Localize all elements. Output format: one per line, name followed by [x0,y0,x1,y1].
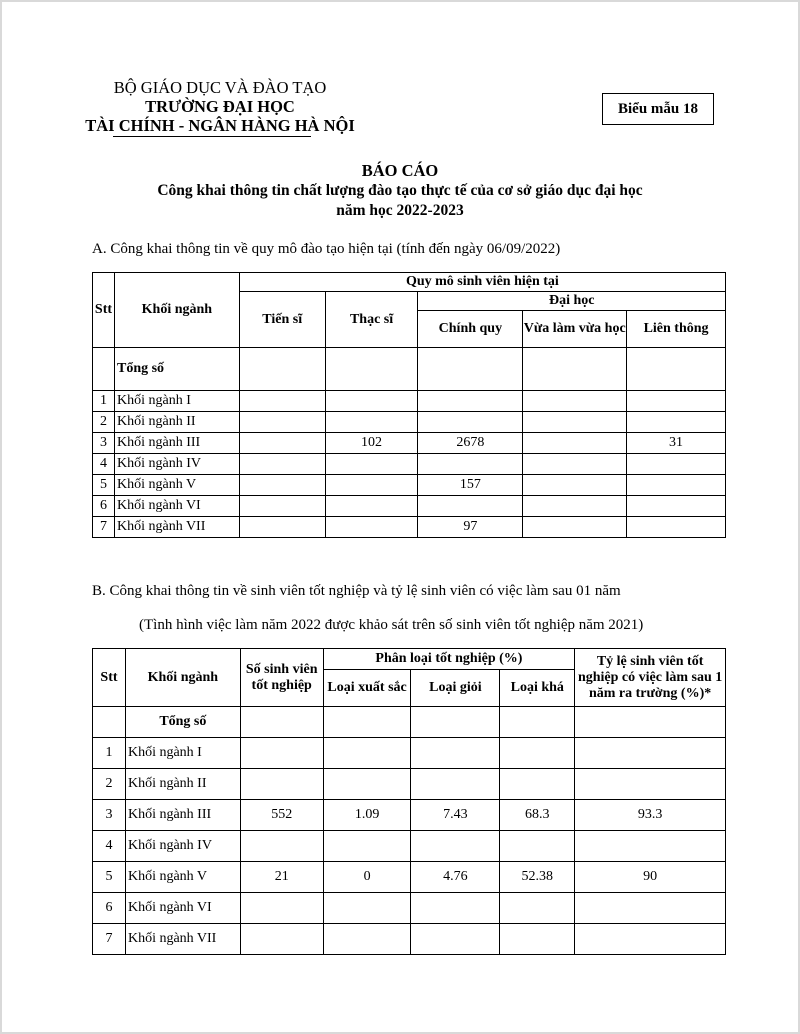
cell-so-sinh-vien [240,893,323,924]
header-tien-si: Tiến sĩ [239,292,325,348]
cell-chinh-quy [418,412,523,433]
cell-tien-si [239,475,325,496]
cell-vlvh [523,517,627,538]
cell-so-sinh-vien [240,738,323,769]
cell-kha [500,769,575,800]
cell-kha: 68.3 [500,800,575,831]
school-name-line2: TÀI CHÍNH - NGÂN HÀNG HÀ NỘI [85,116,355,135]
cell-lien-thong [627,517,726,538]
report-title: BÁO CÁO [361,161,439,180]
header-ty-le: Tỷ lệ sinh viên tốt nghiệp có việc làm sau 1 năm ra trường (%)* [575,649,726,707]
cell-tien-si [239,412,325,433]
row-khoi-nganh: Khối ngành IV [114,454,239,475]
table-row [93,391,726,412]
cell-kha [500,738,575,769]
cell-lien-thong [627,454,726,475]
institution-header [80,78,360,135]
row-khoi-nganh: Khối ngành I [114,391,239,412]
cell-so-sinh-vien: 21 [240,862,323,893]
table-row [93,862,726,893]
table-row [93,893,726,924]
cell-chinh-quy: 97 [418,517,523,538]
total-label: Tổng số [125,707,240,738]
header-phan-loai: Phân loại tốt nghiệp (%) [323,649,575,670]
cell-kha [500,831,575,862]
cell-kha: 52.38 [500,862,575,893]
cell-chinh-quy [418,496,523,517]
cell-vlvh [523,475,627,496]
cell-vlvh [523,412,627,433]
row-stt: 4 [93,831,126,862]
table-row [93,433,726,454]
cell-gioi [411,769,500,800]
cell-xuat-sac [323,769,411,800]
cell-ty-le [575,893,726,924]
ministry-name: BỘ GIÁO DỤC VÀ ĐÀO TẠO [113,78,327,97]
cell-tien-si [239,496,325,517]
table-row [93,412,726,433]
cell-xuat-sac [323,831,411,862]
report-year: năm học 2022-2023 [336,202,464,219]
table-row [93,769,726,800]
cell-thac-si [325,517,418,538]
header-quy-mo: Quy mô sinh viên hiện tại [239,273,725,292]
cell-gioi [411,893,500,924]
row-khoi-nganh: Khối ngành II [114,412,239,433]
row-stt: 2 [93,412,115,433]
header-vlvh: Vừa làm vừa học [523,311,627,348]
cell-xuat-sac [323,738,411,769]
cell-xuat-sac: 0 [323,862,411,893]
section-a-heading: A. Công khai thông tin về quy mô đào tạo hiện tại (tính đến ngày 06/09/2022) [92,241,561,257]
row-stt: 1 [93,738,126,769]
row-stt: 7 [93,517,115,538]
cell-chinh-quy [418,454,523,475]
table-row [93,924,726,955]
table-row [93,496,726,517]
cell-thac-si [325,412,418,433]
header-dai-hoc: Đại học [418,292,726,311]
header-lien-thong: Liên thông [627,311,726,348]
row-stt: 2 [93,769,126,800]
cell-gioi [411,831,500,862]
cell-so-sinh-vien [240,831,323,862]
cell-ty-le [575,924,726,955]
cell-chinh-quy: 157 [418,475,523,496]
cell-tien-si [239,454,325,475]
row-stt: 6 [93,496,115,517]
cell-tien-si [239,433,325,454]
cell-lien-thong [627,475,726,496]
header-gioi: Loại giỏi [411,670,500,707]
table-enrollment [92,272,726,538]
row-khoi-nganh: Khối ngành IV [125,831,240,862]
header-chinh-quy: Chính quy [418,311,523,348]
cell-chinh-quy [418,391,523,412]
total-label: Tổng số [114,348,239,391]
cell-vlvh [523,391,627,412]
row-khoi-nganh: Khối ngành VII [114,517,239,538]
row-khoi-nganh: Khối ngành VI [114,496,239,517]
cell-xuat-sac [323,924,411,955]
cell-thac-si [325,496,418,517]
cell-ty-le [575,738,726,769]
row-stt: 5 [93,862,126,893]
header-stt: Stt [93,649,126,707]
cell-gioi: 4.76 [411,862,500,893]
cell-gioi: 7.43 [411,800,500,831]
row-khoi-nganh: Khối ngành I [125,738,240,769]
row-khoi-nganh: Khối ngành II [125,769,240,800]
cell-thac-si: 102 [325,433,418,454]
cell-thac-si [325,391,418,412]
cell-chinh-quy: 2678 [418,433,523,454]
cell-vlvh [523,496,627,517]
table-row [93,517,726,538]
cell-tien-si [239,391,325,412]
table-row [93,475,726,496]
row-stt: 1 [93,391,115,412]
row-stt: 3 [93,433,115,454]
section-b-heading: B. Công khai thông tin về sinh viên tốt nghiệp và tỷ lệ sinh viên có việc làm sau 01 năm [92,583,621,599]
cell-vlvh [523,433,627,454]
cell-ty-le [575,769,726,800]
cell-so-sinh-vien [240,769,323,800]
cell-ty-le: 90 [575,862,726,893]
cell-thac-si [325,454,418,475]
cell-vlvh [523,454,627,475]
row-khoi-nganh: Khối ngành III [125,800,240,831]
cell-lien-thong: 31 [627,433,726,454]
header-stt: Stt [93,273,115,348]
table-row [93,831,726,862]
cell-lien-thong [627,496,726,517]
cell-ty-le [575,831,726,862]
school-name-line1: TRƯỜNG ĐẠI HỌC [145,97,295,116]
cell-lien-thong [627,391,726,412]
row-stt: 6 [93,893,126,924]
report-subtitle: Công khai thông tin chất lượng đào tạo thực tế của cơ sở giáo dục đại học [157,182,643,199]
header-so-sinh-vien: Số sinh viên tốt nghiệp [240,649,323,707]
row-khoi-nganh: Khối ngành V [125,862,240,893]
table-row [93,454,726,475]
header-kha: Loại khá [500,670,575,707]
header-xuat-sac: Loại xuất sắc [323,670,411,707]
cell-ty-le: 93.3 [575,800,726,831]
cell-kha [500,893,575,924]
row-khoi-nganh: Khối ngành VI [125,893,240,924]
table-row [93,738,726,769]
row-stt: 4 [93,454,115,475]
cell-tien-si [239,517,325,538]
row-khoi-nganh: Khối ngành VII [125,924,240,955]
table-row [93,800,726,831]
header-underline [113,136,311,137]
cell-kha [500,924,575,955]
cell-xuat-sac: 1.09 [323,800,411,831]
cell-so-sinh-vien [240,924,323,955]
row-stt: 7 [93,924,126,955]
row-stt: 3 [93,800,126,831]
header-khoi-nganh: Khối ngành [125,649,240,707]
form-number-box: Biểu mẫu 18 [602,93,714,125]
row-stt: 5 [93,475,115,496]
section-b-subheading: (Tình hình việc làm năm 2022 được khảo sát trên số sinh viên tốt nghiệp năm 2021) [139,617,644,633]
cell-lien-thong [627,412,726,433]
row-khoi-nganh: Khối ngành V [114,475,239,496]
row-khoi-nganh: Khối ngành III [114,433,239,454]
cell-xuat-sac [323,893,411,924]
cell-so-sinh-vien: 552 [240,800,323,831]
header-thac-si: Thạc sĩ [325,292,418,348]
cell-thac-si [325,475,418,496]
header-khoi-nganh: Khối ngành [114,273,239,348]
table-graduates [92,648,726,955]
cell-gioi [411,924,500,955]
cell-gioi [411,738,500,769]
